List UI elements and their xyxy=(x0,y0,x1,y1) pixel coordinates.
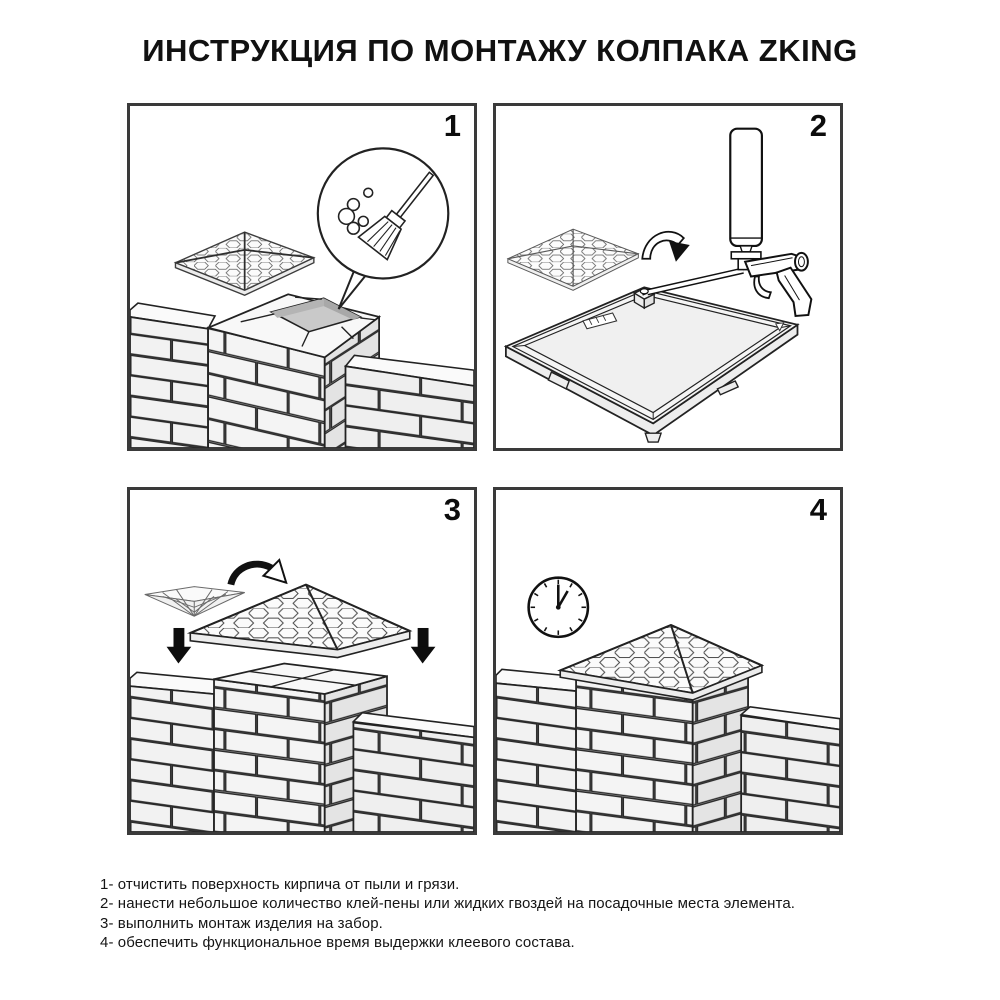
foam-gun-icon xyxy=(640,129,811,316)
page-title: ИНСТРУКЦИЯ ПО МОНТАЖУ КОЛПАКА ZKING xyxy=(142,33,858,68)
step-panel-3 xyxy=(127,487,477,835)
step-number: 1 xyxy=(443,108,461,143)
step-number: 2 xyxy=(809,108,827,143)
cap-inverted-small xyxy=(145,587,245,617)
speech-bubble xyxy=(318,148,448,309)
brick-wall-left xyxy=(496,669,583,832)
instruction-line-3: 3- выполнить монтаж изделия на забор. xyxy=(100,914,383,932)
clock-icon xyxy=(529,578,588,637)
brick-wall-right xyxy=(741,707,840,832)
glue-blob xyxy=(640,289,648,294)
step-number: 3 xyxy=(443,492,461,527)
down-arrow-icon xyxy=(411,628,436,663)
flip-arrow-icon xyxy=(642,232,689,262)
step-number: 4 xyxy=(809,492,827,527)
brick-wall-left xyxy=(130,672,220,832)
instruction-line-2: 2- нанести небольшое количество клей-пены или жидких гвоздей на посадочные места элемента. xyxy=(100,895,796,913)
instruction-list xyxy=(100,875,795,953)
step-panel-4 xyxy=(493,487,843,835)
step-1-illustration xyxy=(130,106,474,448)
instruction-line-4: 4- обеспечить функциональное время выдержки клеевого состава. xyxy=(100,934,575,952)
gun-trigger xyxy=(754,277,771,299)
step-panel-1 xyxy=(127,103,477,451)
brick-wall-right xyxy=(345,355,474,448)
cap-underside-tray xyxy=(506,287,798,442)
step-panel-2 xyxy=(493,103,843,451)
instruction-line-1: 1- отчистить поверхность кирпича от пыли и грязи. xyxy=(100,876,460,893)
brick-wall-right xyxy=(353,713,474,832)
foam-canister xyxy=(730,129,762,246)
step-2-illustration xyxy=(496,106,840,448)
flip-arrow-icon xyxy=(231,560,286,585)
cap-small-reference xyxy=(508,229,638,290)
step-3-illustration xyxy=(130,490,474,832)
brick-pillar xyxy=(576,677,748,832)
step-4-illustration xyxy=(496,490,840,832)
brick-wall-left xyxy=(130,303,215,448)
chimney-cap-top-view xyxy=(175,232,313,295)
